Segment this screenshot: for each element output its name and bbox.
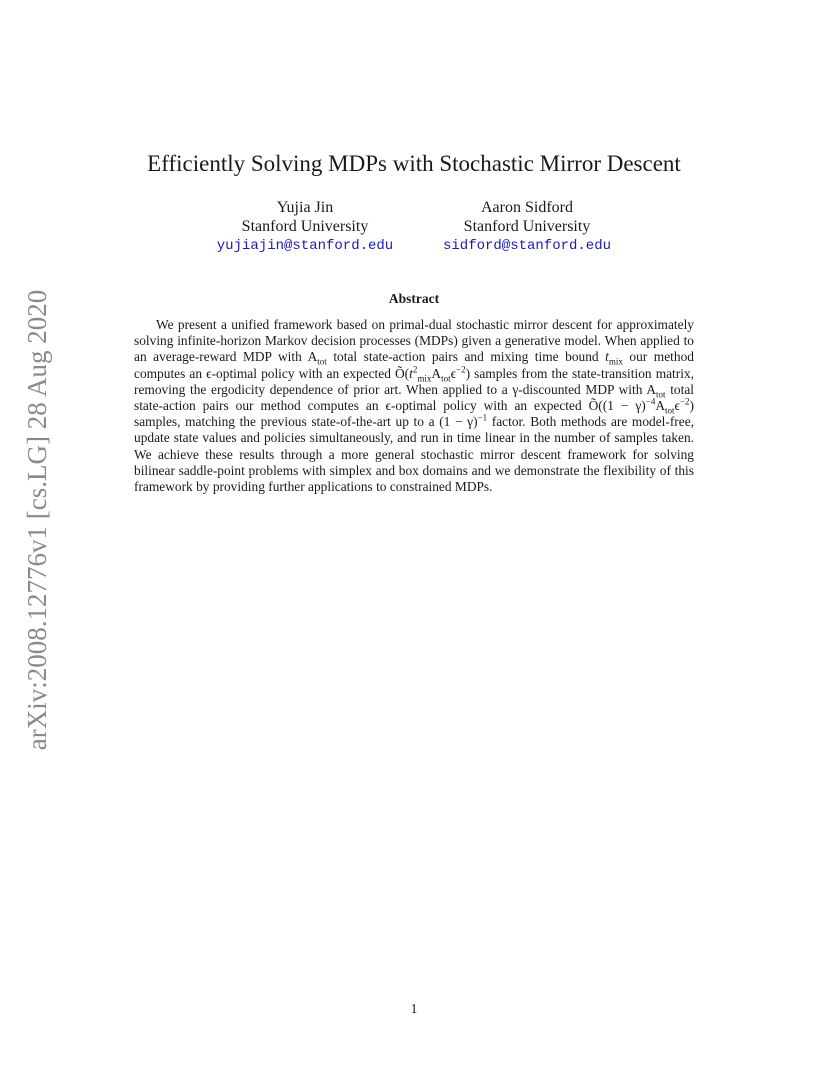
arxiv-identifier-stamp: arXiv:2008.12776v1 [cs.LG] 28 Aug 2020 [22,289,52,751]
author-block-1 [185,198,425,256]
author-block-2 [407,198,647,256]
page-number: 1 [410,1002,418,1017]
author-affiliation: Stanford University [463,218,591,235]
author-affiliation: Stanford University [241,218,369,235]
abstract-heading: Abstract [388,291,440,306]
author-name: Aaron Sidford [481,199,573,216]
paper-title: Efficiently Solving MDPs with Stochastic Mirror Descent [147,151,681,176]
author-email-link[interactable]: sidford@stanford.edu [442,238,612,254]
abstract-paragraph: We present a unified framework based on primal-dual stochastic mirror descent for approximately solving infinite-horizon Markov decision processes (MDPs) given a generative model. When applied to an average-reward MDP with $A_{tot}$ total state-action pairs and mixing time bound $t_{mix}$ our method computes an ϵ-optimal policy with an expected $Õ(t^2_{mix}A_{tot}\epsilon^{-2})$ samples from the state-transition matrix, removing the ergodicity dependence of prior art. When applied to a γ-discounted MDP with $A_{tot}$ total state-action pairs our method computes an ϵ-optimal policy with an expected Õ((1 − $\gamma)^{-4}A_{tot}\epsilon^{-2}$) samples, matching the previous state-of-the-art up to a $(1 - \gamma)^{-1}$ factor. Both methods are model-free, update state values and policies simultaneously, and run in time linear in the number of samples taken. We achieve these results through a more general stochastic mirror descent framework for solving bilinear saddle-point problems with simplex and box domains and we demonstrate the flexibility of this framework by providing further applications to constrained MDPs. [134,317,695,495]
author-email-link[interactable]: yujiajin@stanford.edu [216,238,394,254]
abstract-text [134,317,694,495]
author-name: Yujia Jin [276,199,334,216]
